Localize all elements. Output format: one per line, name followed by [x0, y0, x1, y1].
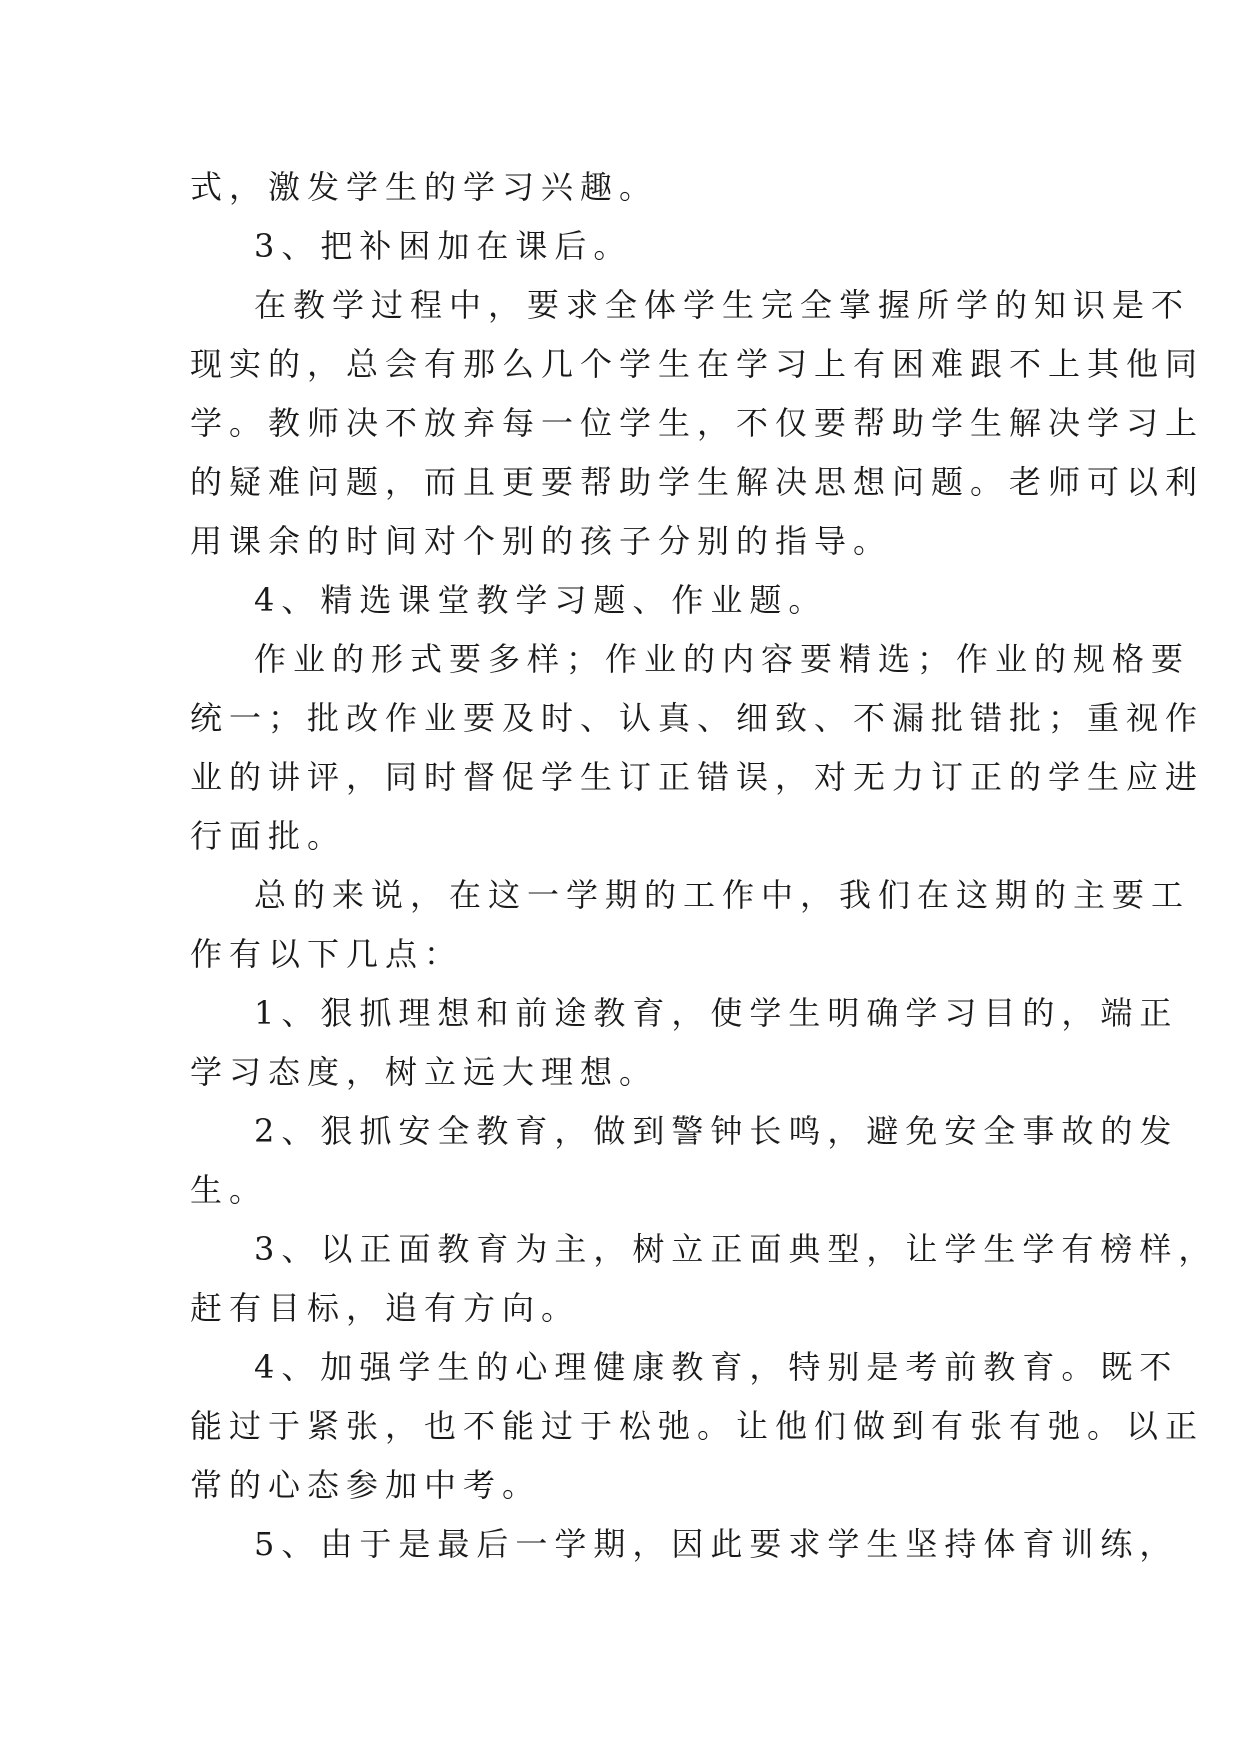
text-line: 生。: [190, 1171, 269, 1209]
text-line: 赶有目标，追有方向。: [190, 1289, 581, 1327]
text-line: 现实的，总会有那么几个学生在学习上有困难跟不上其他同: [190, 345, 1205, 383]
text-line: 式，激发学生的学习兴趣。: [190, 168, 659, 206]
text-line: 统一；批改作业要及时、认真、细致、不漏批错批；重视作: [190, 699, 1205, 737]
text-line: 1、狠抓理想和前途教育，使学生明确学习目的，端正: [254, 994, 1179, 1032]
text-line: 的疑难问题，而且更要帮助学生解决思想问题。老师可以利: [190, 463, 1205, 501]
text-line: 常的心态参加中考。: [190, 1466, 542, 1504]
text-line: 学习态度，树立远大理想。: [190, 1053, 659, 1091]
text-line: 业的讲评，同时督促学生订正错误，对无力订正的学生应进: [190, 758, 1205, 796]
text-line: 4、加强学生的心理健康教育，特别是考前教育。既不: [254, 1348, 1179, 1386]
text-line: 能过于紧张，也不能过于松弛。让他们做到有张有弛。以正: [190, 1407, 1205, 1445]
text-line: 在教学过程中，要求全体学生完全掌握所学的知识是不: [254, 286, 1191, 324]
text-line: 作业的形式要多样；作业的内容要精选；作业的规格要: [254, 640, 1191, 678]
text-line: 总的来说，在这一学期的工作中，我们在这期的主要工: [254, 876, 1191, 914]
text-line: 学。教师决不放弃每一位学生，不仅要帮助学生解决学习上: [190, 404, 1205, 442]
text-line: 5、由于是最后一学期，因此要求学生坚持体育训练，: [254, 1525, 1179, 1563]
text-line: 用课余的时间对个别的孩子分别的指导。: [190, 522, 893, 560]
text-line: 2、狠抓安全教育，做到警钟长鸣，避免安全事故的发: [254, 1112, 1179, 1150]
text-line: 作有以下几点：: [190, 935, 464, 973]
text-line: 4、精选课堂教学习题、作业题。: [254, 581, 828, 619]
text-line: 行面批。: [190, 817, 347, 855]
text-line: 3、把补困加在课后。: [254, 227, 633, 265]
text-line: 3、以正面教育为主，树立正面典型，让学生学有榜样，: [254, 1230, 1218, 1268]
